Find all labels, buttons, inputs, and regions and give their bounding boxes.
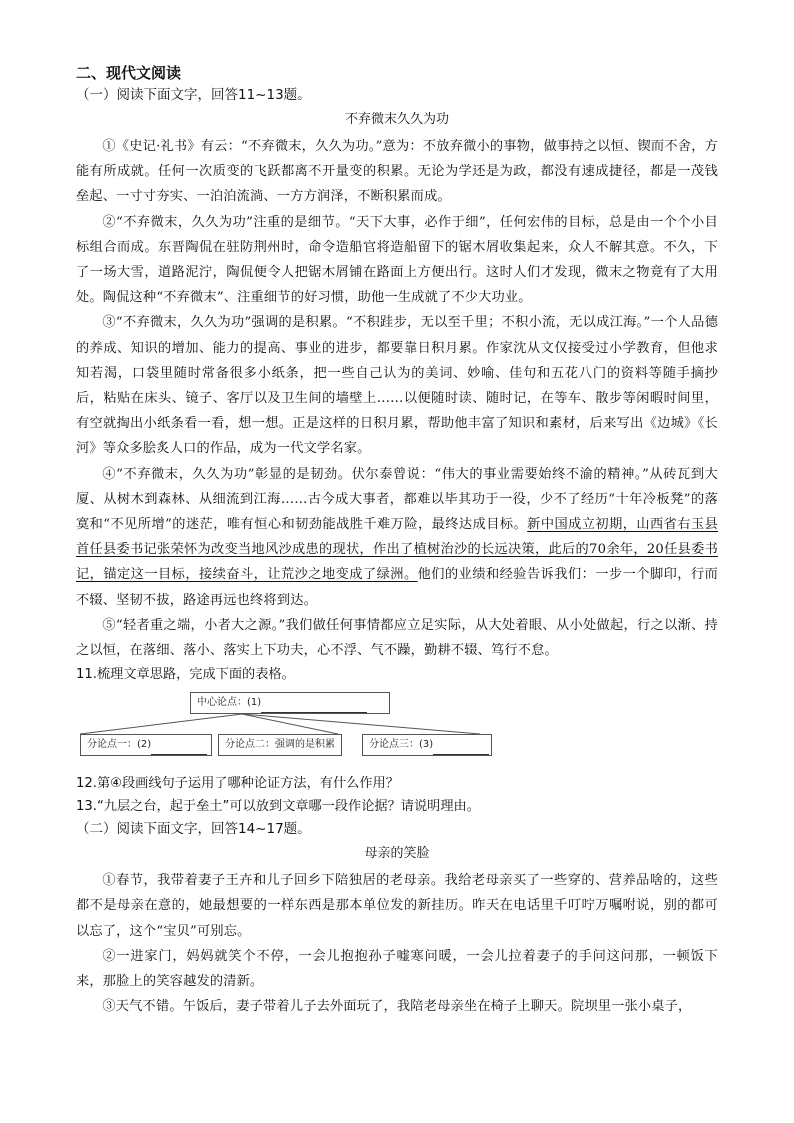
part1-heading: （一）阅读下面文字，回答11~13题。 <box>76 87 311 103</box>
part2-heading: （二）阅读下面文字，回答14~17题。 <box>76 821 311 838</box>
article1-paragraph-1: ①《史记·礼书》有云：“不弃微末，久久为功。”意为：不放弃微小的事物，做事持之以恒、锲而不舍，方能有所成就。任何一次质变的飞跃都离不开量变的积累。无论为学还是为政，都没有速成捷径，都是一茂钱垒起、一寸寸夯实、一泊泊流淌、一方方润泽，不断积累而成。 <box>76 139 718 205</box>
answer-blank-2[interactable] <box>151 742 207 755</box>
central-argument-box <box>190 692 390 714</box>
section-title: 二、现代文阅读 <box>76 64 182 82</box>
article1-paragraph-4 <box>76 462 718 613</box>
diagram-connectors <box>76 690 718 772</box>
paragraph-4-conclusion: 他们的业绩和经验告诉我们：一步一个脚印，行而不辍、坚韧不拔，路途再远也终将到达。 <box>76 567 718 608</box>
sub-argument-2-box <box>218 734 342 756</box>
article1-paragraph-5: ⑤“轻者重之端，小者大之源。”我们做任何事情都应立足实际，从大处着眼、从小处做起，行之以渐、持之以恒，在落细、落小、落实上下功夫，心不浮、气不躁，勤耕不辍、笃行不怠。 <box>76 617 718 659</box>
answer-blank-3[interactable] <box>433 742 489 755</box>
article2-paragraph-3: ③天气不错。午饭后，妻子带着儿子去外面玩了，我陪老母亲坐在椅子上聊天。院坝里一张小桌子， <box>102 999 692 1015</box>
sub-argument-3-box <box>362 734 492 756</box>
underlined-sentence: 新中国成立初期，山西省右玉县首任县委书记张荣怀为改变当地风沙成患的现状，作出了植树治沙的长远决策，此后的70余年，20任县委书记，锚定这一目标，接续奋斗，让荒沙之地变成了绿洲。 <box>76 517 718 583</box>
article1-paragraph-3: ③“不弃微末，久久为功”强调的是积累。“不积跬步，无以至千里；不积小流，无以成江海。”一个人品德的养成、知识的增加、能力的提高、事业的进步，都要靠日积月累。作家沈从文仅接受过小学教育，但他求知若渴，口袋里随时常备很多小纸条，把一些自己认为的美词、妙喻、佳句和五花八门的资料等随手摘抄后，粘贴在床头、镜子、客厅以及卫生间的墙壁上……以便随时读、随时记，在等车、散步等闲暇时间里，有空就掏出小纸条看一看，想一想。正是这样的日积月累，帮助他丰富了知识和素材，后来写出《边城》《长河》等众多脍炙人口的作品，成为一代文学名家。 <box>76 315 718 457</box>
argument-structure-diagram <box>76 690 718 772</box>
sub-argument-1-label: 分论点一：(2) <box>87 739 152 751</box>
sub-argument-2-label: 分论点二：强调的是积累 <box>225 739 335 751</box>
article1-paragraph-2: ②“不弃微末，久久为功”注重的是细节。“天下大事，必作于细”，任何宏伟的目标，总是由一个个小目标组合而成。东晋陶侃在驻防荆州时，命令造船官将造船留下的锯木屑收集起来，众人不解其意。不久，下了一场大雪，道路泥泞，陶侃便令人把锯木屑铺在路面上方便出行。这时人们才发现，微末之物竟有了大用处。陶侃这种“不弃微末”、注重细节的好习惯，助他一生成就了不少大功业。 <box>76 214 718 306</box>
answer-blank-1[interactable] <box>261 700 367 713</box>
question-13: 13.“九层之台，起于垒土”可以放到文章哪一段作论据？请说明理由。 <box>76 799 480 815</box>
article1-title: 不弃微末久久为功 <box>344 112 449 127</box>
reading-section <box>76 62 718 1019</box>
sub-argument-1-box <box>80 734 212 756</box>
question-12: 12.第④段画线句子运用了哪种论证方法，有什么作用？ <box>76 776 399 792</box>
article2-title: 母亲的笑脸 <box>364 846 430 862</box>
sub-argument-3-label: 分论点三：(3) <box>369 739 434 751</box>
article2-paragraph-2: ②一进家门，妈妈就笑个不停，一会儿抱抱孙子嘘寒问暖，一会儿拉着妻子的手问这问那，一顿饭下来，那脸上的笑容越发的清新。 <box>76 948 718 990</box>
central-argument-label: 中心论点：(1) <box>197 697 262 709</box>
question-11: 11.梳理文章思路，完成下面的表格。 <box>76 667 295 683</box>
paragraph-4-text: ④“不弃微末，久久为功”彰显的是韧劲。伏尔泰曾说：“伟大的事业需要始终不渝的精神。”从砖瓦到大厦、从树木到森林、从细流到江海……古今成大事者，都难以毕其功于一役，少不了经历“十年冷板凳”的落寞和“不见所增”的迷茫，唯有恒心和韧劲能战胜千难万险，最终达成目标。 <box>76 466 718 533</box>
article2-paragraph-1: ①春节，我带着妻子王卉和儿子回乡下陪独居的老母亲。我给老母亲买了一些穿的、营养品啥的，这些都不是母亲在意的，她最想要的一样东西是那本单位发的新挂历。昨天在电话里千叮咛万嘱咐说，别的都可以忘了，这个“宝贝”可别忘。 <box>76 873 718 939</box>
